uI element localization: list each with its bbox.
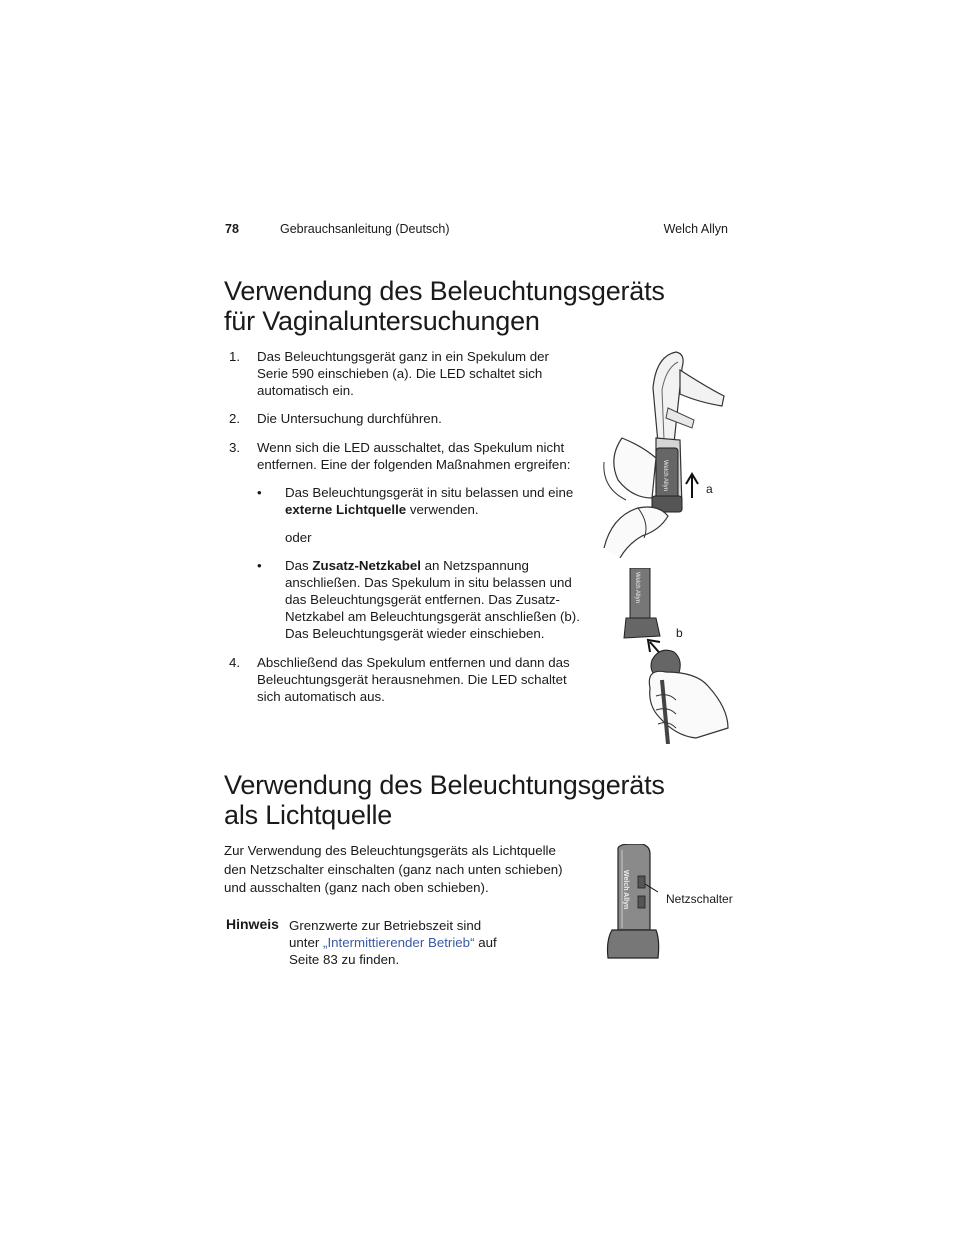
- bullet-text: [285, 484, 595, 518]
- text-span: unter: [289, 935, 324, 950]
- step-text: [257, 654, 602, 705]
- text-line: das Beleuchtungsgerät entfernen. Das Zusatz-: [285, 592, 560, 607]
- step-text: [257, 348, 602, 399]
- power-switch-lower: [638, 896, 645, 908]
- step-number: 3.: [229, 440, 241, 455]
- text-span: Das: [285, 558, 313, 573]
- section-heading-vaginal: [224, 276, 665, 336]
- text-line: Beleuchtungsgerät herausnehmen. Die LED schaltet: [257, 672, 567, 687]
- speculum-illustration: [598, 348, 730, 558]
- text-span: auf: [474, 935, 497, 950]
- document-title: Gebrauchsanleitung (Deutsch): [280, 222, 450, 236]
- text-line: entfernen. Eine der folgenden Maßnahmen ergreifen:: [257, 457, 571, 472]
- text-line: Serie 590 einschieben (a). Die LED schaltet sich: [257, 366, 543, 381]
- figure-label-b: b: [676, 626, 683, 640]
- bold-text: externe Lichtquelle: [285, 502, 407, 517]
- text-line: [289, 934, 589, 951]
- device-brand-text: Welch Allyn: [634, 572, 640, 603]
- text-line: Die Untersuchung durchführen.: [257, 411, 442, 426]
- text-line: Das Beleuchtungsgerät wieder einschieben.: [285, 626, 545, 641]
- bullet-symbol: •: [257, 485, 262, 500]
- text-line: Seite 83 zu finden.: [289, 952, 400, 967]
- bullet-symbol: •: [257, 558, 262, 573]
- text-line: [285, 501, 595, 518]
- bullet-text: [285, 557, 595, 642]
- text-line: und ausschalten (ganz nach oben schieben).: [224, 880, 489, 895]
- text-line: [285, 557, 595, 574]
- step-text: [257, 410, 602, 427]
- step-number: 2.: [229, 411, 241, 426]
- heading-line: Verwendung des Beleuchtungsgeräts: [224, 276, 665, 306]
- heading-line: als Lichtquelle: [224, 800, 393, 830]
- section-heading-light-source: [224, 770, 665, 830]
- text-line: Zur Verwendung des Beleuchtungsgeräts als Lichtquelle: [224, 843, 556, 858]
- device-brand-text: Welch Allyn: [662, 460, 668, 491]
- oder-text: oder: [285, 530, 312, 545]
- illuminator-switch-illustration: [604, 844, 662, 962]
- text-line: automatisch ein.: [257, 383, 354, 398]
- light-source-paragraph: [224, 842, 594, 896]
- heading-line: für Vaginaluntersuchungen: [224, 306, 540, 336]
- text-line: anschließen. Das Spekulum in situ belassen und: [285, 575, 572, 590]
- text-line: Abschließend das Spekulum entfernen und dann das: [257, 655, 570, 670]
- text-line: Wenn sich die LED ausschaltet, das Spekulum nicht: [257, 440, 565, 455]
- figure-label-a: a: [706, 482, 713, 496]
- text-line: sich automatisch aus.: [257, 689, 385, 704]
- note-text: [289, 917, 589, 968]
- note-label: Hinweis: [226, 916, 279, 932]
- heading-line: Verwendung des Beleuchtungsgeräts: [224, 770, 665, 800]
- brand-name: Welch Allyn: [663, 222, 728, 236]
- text-line: den Netzschalter einschalten (ganz nach unten schieben): [224, 861, 563, 877]
- text-line: Grenzwerte zur Betriebszeit sind: [289, 918, 482, 933]
- power-switch-upper: [638, 876, 645, 888]
- page-number: 78: [225, 222, 239, 236]
- text-line: Netzkabel am Beleuchtungsgerät anschließen (b).: [285, 609, 580, 624]
- text-span: an Netzspannung: [420, 558, 529, 573]
- figure-label-netzschalter: Netzschalter: [666, 892, 733, 906]
- intermittent-operation-link[interactable]: „Intermittierender Betrieb“: [323, 935, 475, 950]
- text-line: Das Beleuchtungsgerät ganz in ein Spekulum der: [257, 349, 549, 364]
- step-number: 4.: [229, 655, 241, 670]
- step-text: [257, 439, 602, 473]
- step-number: 1.: [229, 349, 241, 364]
- text-span: verwenden.: [406, 502, 479, 517]
- power-cord-illustration: [616, 568, 732, 744]
- text-line: Das Beleuchtungsgerät in situ belassen und eine: [285, 485, 574, 500]
- device-brand-text: Welch Allyn: [622, 870, 629, 910]
- bold-text: Zusatz-Netzkabel: [312, 558, 421, 573]
